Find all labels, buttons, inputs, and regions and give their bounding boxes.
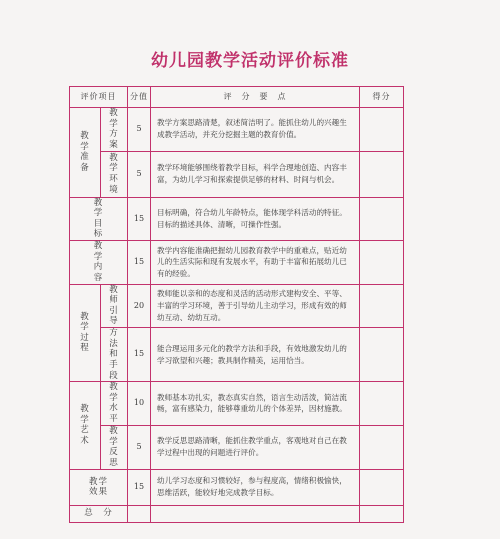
header-requirements: 评 分 要 点	[151, 87, 360, 108]
obtained-effect[interactable]	[360, 469, 404, 505]
category-art: 教学艺术	[70, 382, 101, 470]
header-score: 分值	[128, 87, 151, 108]
score-method: 15	[128, 328, 151, 382]
req-plan: 教学方案思路清楚，叙述简洁明了。能抓住幼儿的兴趣生成教学活动，并充分挖掘主题的教育价值。	[151, 108, 360, 152]
total-label: 总 分	[70, 505, 128, 522]
score-guide: 20	[128, 284, 151, 328]
sub-env: 教学环境	[101, 151, 128, 197]
obtained-plan[interactable]	[360, 108, 404, 152]
category-process: 教学过程	[70, 284, 101, 382]
req-reflect: 教学反思思路清晰，能抓住教学重点，客观地对自己在教学过程中出现的问题进行评价。	[151, 425, 360, 469]
header-row	[70, 87, 404, 108]
table-row	[70, 197, 404, 241]
obtained-guide[interactable]	[360, 284, 404, 328]
score-plan: 5	[128, 108, 151, 152]
category-prep: 教学准备	[70, 108, 101, 198]
sub-method: 方法和手段	[101, 328, 128, 382]
table-row	[70, 151, 404, 197]
total-value[interactable]	[360, 505, 404, 522]
table-row	[70, 241, 404, 285]
sub-guide: 教师引导	[101, 284, 128, 328]
req-effect: 幼儿学习态度和习惯较好，参与程度高，情绪积极愉快，思维活跃，能较好地完成教学目标。	[151, 469, 360, 505]
req-env: 教学环境能够围绕着教学目标，科学合理地创造、内容丰富，为幼儿学习和探索提供足够的材料、时间与机会。	[151, 151, 360, 197]
header-obtained: 得分	[360, 87, 404, 108]
table-row	[70, 469, 404, 505]
score-content: 15	[128, 241, 151, 285]
obtained-method[interactable]	[360, 328, 404, 382]
category-goal: 教学目标	[70, 197, 128, 241]
table-row	[70, 284, 404, 328]
evaluation-table	[69, 86, 404, 523]
sub-reflect: 教学反思	[101, 425, 128, 469]
sub-level: 教学水平	[101, 382, 128, 426]
header-project: 评价项目	[70, 87, 128, 108]
req-goal: 目标明确，符合幼儿年龄特点，能体现学科活动的特征。目标的描述具体、清晰，可操作性强。	[151, 197, 360, 241]
total-row	[70, 505, 404, 522]
score-level: 10	[128, 382, 151, 426]
score-reflect: 5	[128, 425, 151, 469]
req-guide: 教师能以亲和的态度和灵活的活动形式建构安全、平等、丰富的学习环境，善于引导幼儿主动学习，形成有效的师幼互动、幼幼互动。	[151, 284, 360, 328]
req-level: 教师基本功扎实，教态真实自然，语言生动活泼，简洁流畅，富有感染力，能够尊重幼儿的个体差异，因材施教。	[151, 382, 360, 426]
score-goal: 15	[128, 197, 151, 241]
score-env: 5	[128, 151, 151, 197]
req-content: 教学内容能准确把握幼儿园教育教学中的重难点，贴近幼儿的生活实际和现有发展水平，有助于丰富和拓展幼儿已有的经验。	[151, 241, 360, 285]
table-row	[70, 382, 404, 426]
document-title: 幼儿园教学活动评价标准	[151, 51, 349, 71]
obtained-reflect[interactable]	[360, 425, 404, 469]
category-effect: 教学效果	[70, 469, 128, 505]
category-content: 教学内容	[70, 241, 128, 285]
score-effect: 15	[128, 469, 151, 505]
sub-plan: 教学方案	[101, 108, 128, 152]
obtained-level[interactable]	[360, 382, 404, 426]
obtained-goal[interactable]	[360, 197, 404, 241]
req-method: 能合理运用多元化的教学方法和手段，有效地激发幼儿的学习欲望和兴趣；教具制作精美，运用恰当。	[151, 328, 360, 382]
table-row	[70, 108, 404, 152]
table-row	[70, 328, 404, 382]
obtained-content[interactable]	[360, 241, 404, 285]
obtained-env[interactable]	[360, 151, 404, 197]
table-row	[70, 425, 404, 469]
